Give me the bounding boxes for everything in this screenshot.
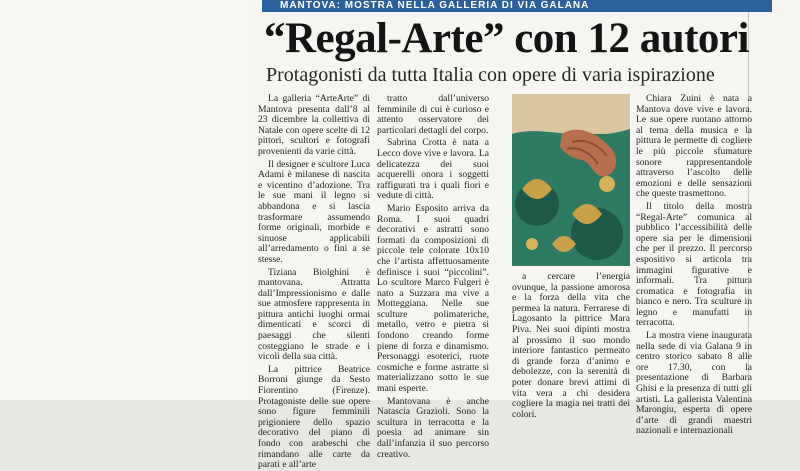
- paragraph: tratto dall’universo femminile di cui è curioso e attento osservatore dei particolari dettagli del corpo.: [377, 93, 489, 136]
- section-banner: MANTOVA: MOSTRA NELLA GALLERIA DI VIA GALANA: [262, 0, 772, 12]
- paragraph: La galleria “ArteArte” di Mantova presenta dall’8 al 23 dicembre la collettiva di Natale con opere scelte di 12 pittori, scultori e fotografi provenienti da varie città.: [258, 93, 370, 157]
- article-subheadline: Protagonisti da tutta Italia con opere di varia ispirazione: [266, 64, 715, 86]
- paragraph: Tiziana Biolghini è mantovana. Attratta dall’Impressionismo e dalle sue atmosfere rappresenta in pittura antichi luoghi ormai dimenticati e scorci di paesaggi che silenti costeggiano le strade e i vicoli della sua città.: [258, 266, 370, 363]
- paragraph: Sabrina Crotta è nata a Lecco dove vive e lavora. La delicatezza dei suoi acquerelli onora i soggetti raffigurati tra i quali fiori e vedute di città.: [377, 137, 489, 202]
- text-column-2: [377, 93, 489, 460]
- paragraph: Chiara Zuini è nata a Mantova dove vive e lavora. Le sue opere ruotano attorno al tema della musica e la pittura le permette di cogliere le più piccole sfumature sonore rappresentandole attraverso l’ascolto delle emozioni e delle sensazioni che queste trasmettono.: [636, 93, 752, 200]
- paragraph: La mostra viene inaugurata nella sede di via Galana 9 in centro storico sabato 8 alle ore 17.30, con la presentazione di Barbara Ghisi e la presenza di tutti gli artisti. La gallerista Valentina Marongiu, esperta di opere d’arte di grandi maestri nazionali e internazionali: [636, 330, 752, 437]
- paragraph: Il designer e scultore Luca Adami è milanese di nascita e vicentino d’adozione. Tra le sue mani il legno si abbandona e si lascia trasformare assumendo forme originali, morbide e sinuose applicabili all’arredamento o fini a se stesse.: [258, 158, 370, 265]
- paragraph: a cercare l’energia ovunque, la passione amorosa e la forza della vita che permea la natura. Ferrarese di Lagosanto la pittrice Mara Piva. Nei suoi dipinti mostra al prossimo il suo mondo interiore fantastico permeato di grande forza d’animo e debolezze, con la serenità di poter donare brevi attimi di vita vera a chi desidera cogliere la magia nei tratti dei colori.: [512, 271, 630, 420]
- artwork-illustration: [512, 94, 630, 266]
- paragraph: La pittrice Beatrice Borroni giunge da Sesto Fiorentino (Firenze). Protagoniste delle sue opere sono figure femminili prigioniere dello spazio decorativo del piano di fondo con arabeschi che rimandano alle carte da parati e all’arte: [258, 363, 370, 471]
- text-column-1: [258, 93, 370, 471]
- artwork-photo: [512, 94, 630, 266]
- paragraph: Il titolo della mostra “Regal-Arte” comunica al pubblico l’accessibilità delle opere sia per le dimensioni che per il prezzo. Il percorso espositivo si articola tra immagini figurative e informali. Tra pittura cromatica e fotografia in bianco e nero. Tra sculture in legno e manufatti in terracotta.: [636, 200, 752, 329]
- blank-margin: [0, 0, 248, 400]
- paragraph: Mario Esposito arriva da Roma. I suoi quadri decorativi e astratti sono formati da composizioni di piccole tele colorate 10x10 che l’artista affettuosamente definisce i suoi “piccolini”. Lo scultore Marco Fulgeri è nato a Suzzara ma vive a Motteggiana. Nelle sue sculture polimateriche, metallo, vetro e pietra si fondono creando forme piene di forza e dinamismo. Personaggi esoterici, ruote cosmiche e forme astratte si materializzano sotto le sue mani esperte.: [377, 202, 489, 395]
- article-headline: “Regal-Arte” con 12 autori: [264, 15, 749, 62]
- text-column-4: [636, 93, 752, 437]
- paragraph: Mantovana è anche Natascia Grazioli. Sono la scultura in terracotta e la poesia ad animare sin dall’infanzia il suo percorso creativo.: [377, 395, 489, 460]
- text-column-3: [512, 271, 630, 420]
